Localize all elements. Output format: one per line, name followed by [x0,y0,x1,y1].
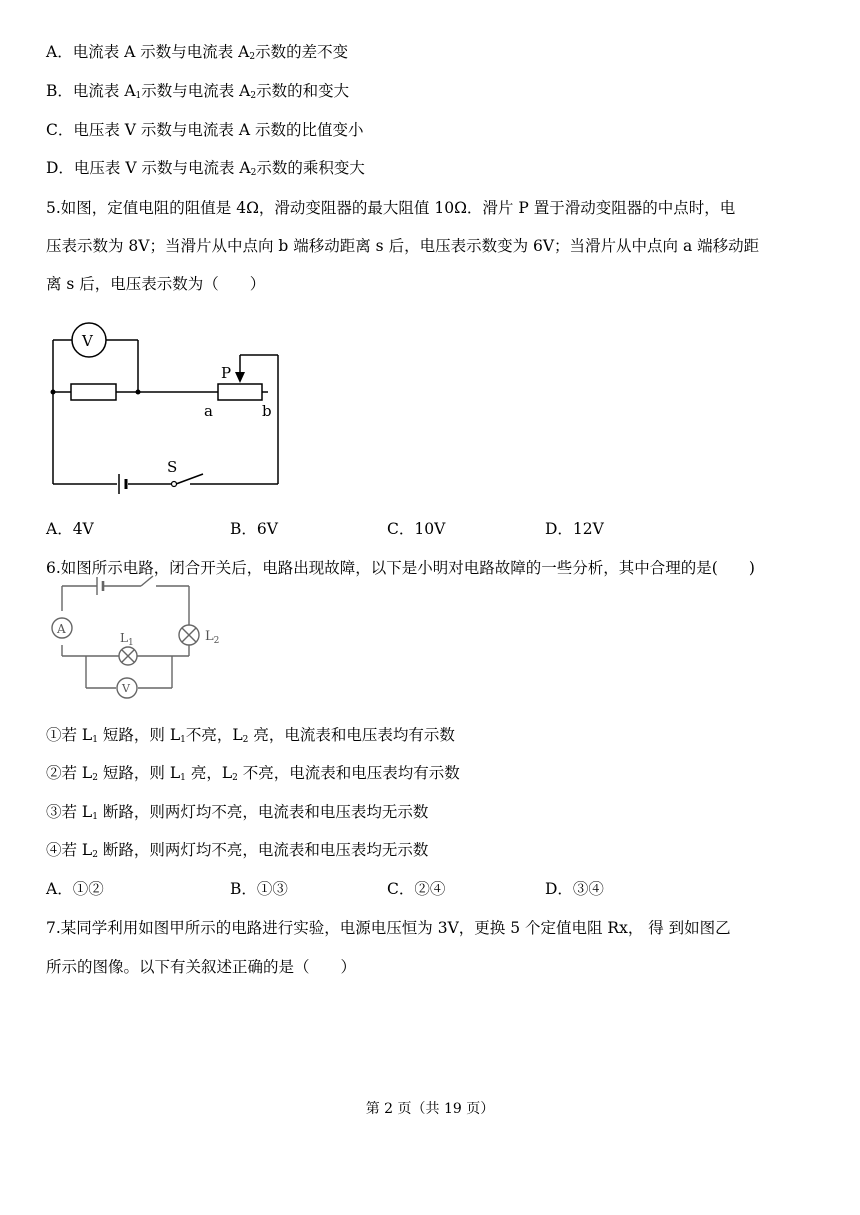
subscript: 2 [249,52,256,62]
q5-stem-line-3: 离 s 后，电压表示数为（ ） [46,275,266,293]
subscript: 2 [250,168,257,178]
page-footer: 第 2 页（共 19 页） [365,1101,495,1117]
q4-option-c: C．电压表 V 示数与电流表 A 示数的比值变小 [46,121,364,139]
q6-option-d: D．③④ [545,880,604,898]
q4-option-d-text-2: 示数的乘积变大 [256,159,365,177]
q6-stem: 6.如图所示电路，闭合开关后，电路出现故障，以下是小明对电路故障的一些分析，其中合理的是( ) [46,559,755,577]
q5-option-c: C．10V [387,520,446,538]
q5-option-d: D．12V [545,520,604,538]
q6-option-b: B．①③ [230,880,288,898]
voltmeter-label: V [82,332,93,350]
q5-stem-line-2: 压表示数为 8V；当滑片从中点向 b 端移动距离 s 后，电压表示数变为 6V；当滑片从中点向 a 端移动距 [46,237,760,255]
q4-option-a-text-2: 示数的差不变 [255,43,349,61]
lamp-l1-label: $L_1$ [120,631,134,648]
q5-option-b: B．6V [230,520,278,538]
lamp-l1-icon [119,647,137,665]
ammeter-label: A [57,622,66,636]
q6-statement-4: ④若 $L_2$ 断路，则两灯均不亮，电流表和电压表均无示数 [46,841,429,860]
q6-option-c: C．②④ [387,880,446,898]
switch-label: S [167,458,178,476]
q6-statement-2: ②若 $L_2$ 短路，则 $L_1$ 亮，$L_2$ 不亮，电流表和电压表均有示数 [46,764,460,783]
slider-label: P [221,364,232,382]
q7-stem-line-1: 7.某同学利用如图甲所示的电路进行实验，电源电压恒为 3V，更换 5 个定值电阻 Rx， 得 到如图乙 [46,919,731,937]
lamp-l2-icon [179,625,199,645]
q4-option-a-text: A．电流表 A 示数与电流表 A [46,43,250,61]
subscript: 1 [135,91,142,101]
q6-statement-1: ①若 $L_1$ 短路，则 $L_1$不亮，$L_2$ 亮，电流表和电压表均有示数 [46,726,455,745]
lamp-l2-label: $L_2$ [205,629,220,646]
q6-statement-3: ③若 $L_1$ 断路，则两灯均不亮，电流表和电压表均无示数 [46,803,429,822]
subscript: 2 [250,91,257,101]
voltmeter-label: V [122,682,130,695]
end-b-label: b [262,402,272,420]
q4-option-d-text: D．电压表 V 示数与电流表 A [46,159,251,177]
q4-option-b-text-2: 示数与电流表 A [141,82,251,100]
q4-option-b-text-3: 示数的和变大 [256,82,350,100]
q6-option-a: A．①② [46,880,104,898]
battery-icon [97,577,103,595]
end-a-label: a [204,402,213,420]
q4-option-b-text: B．电流表 A [46,82,136,100]
q5-stem-line-1: 5.如图，定值电阻的阻值是 4Ω，滑动变阻器的最大阻值 10Ω．滑片 P 置于滑动变阻器的中点时，电 [46,199,736,217]
q7-stem-line-2: 所示的图像。以下有关叙述正确的是（ ） [46,958,357,976]
q5-option-a: A．4V [46,520,94,538]
